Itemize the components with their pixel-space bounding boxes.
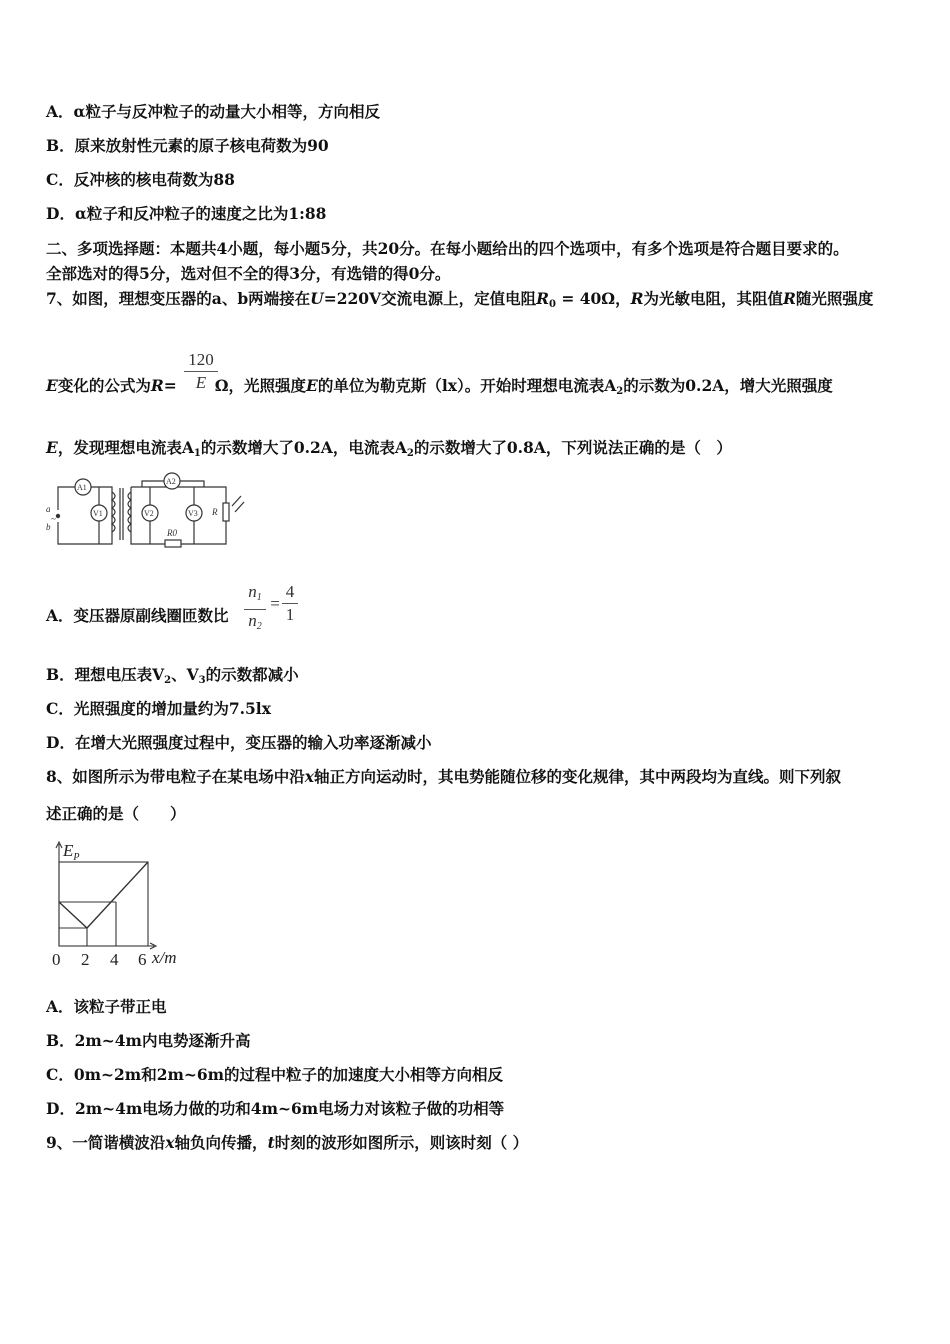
q7-equals-sign: = bbox=[270, 594, 280, 613]
q8-option-a: A．该粒子带正电 bbox=[46, 997, 167, 1016]
q8-stem-line2: 述正确的是（ ） bbox=[46, 804, 186, 823]
section2-heading-line2: 全部选对的得5分，选对但不全的得3分，有选错的得0分。 bbox=[46, 264, 451, 283]
ep-curve bbox=[59, 862, 148, 928]
ac-source-symbol: ~ bbox=[51, 514, 56, 524]
q6-option-d: D．α粒子和反冲粒子的速度之比为1:88 bbox=[46, 204, 327, 223]
voltmeter-v3-label: V3 bbox=[188, 509, 198, 518]
q7-stem-line2: E变化的公式为R= Ω，光照强度E的单位为勒克斯（lx）。开始时理想电流表$A_2$的示数为0.2A，增大光照强度 bbox=[46, 376, 833, 397]
resistor-r0-label: R0 bbox=[167, 528, 177, 538]
q8-stem-line1: 8、如图所示为带电粒子在某电场中沿x轴正方向运动时，其电势能随位移的变化规律，其中两段均为直线。则下列叙 bbox=[46, 767, 842, 786]
potential-energy-graph bbox=[46, 836, 191, 971]
q9-stem: 9、一简谐横波沿x轴负向传播，t时刻的波形如图所示，则该时刻（ ） bbox=[46, 1133, 529, 1152]
terminal-a-label: a bbox=[46, 504, 51, 514]
terminal-b-label: b bbox=[46, 522, 51, 532]
q7-option-b: B．理想电压表$V_2$、$V_3$的示数都减小 bbox=[46, 665, 299, 686]
x-axis-label: x/m bbox=[152, 948, 177, 967]
section2-heading-line1: 二、多项选择题：本题共4小题，每小题5分，共20分。在每小题给出的四个选项中，有多个选项是符合题目要求的。 bbox=[46, 239, 849, 258]
transformer-circuit-diagram bbox=[44, 470, 249, 550]
ammeter-a2-label: A2 bbox=[166, 477, 176, 486]
q7-option-c: C．光照强度的增加量约为7.5lx bbox=[46, 699, 271, 718]
tick-0: 0 bbox=[52, 950, 61, 969]
q7-option-a: A．变压器原副线圈匝数比 bbox=[46, 606, 229, 625]
q7-stem-line1: 7、如图，理想变压器的a、b两端接在U=220V交流电源上，定值电阻$R_0 = 40\Omega$，R为光敏电阻，其阻值R随光照强度 bbox=[46, 289, 874, 310]
photoresistor-r-label: R bbox=[212, 507, 218, 517]
q8-option-c: C．0m~2m和2m~6m的过程中粒子的加速度大小相等方向相反 bbox=[46, 1065, 504, 1084]
q7-option-d: D．在增大光照强度过程中，变压器的输入功率逐渐减小 bbox=[46, 733, 432, 752]
q6-option-b: B．原来放射性元素的原子核电荷数为90 bbox=[46, 136, 329, 155]
q7-fraction-120-over-e: $\frac{120}{E}$ bbox=[184, 349, 218, 394]
q7-turns-ratio-fraction: $\frac{n_1}{n_2}$ bbox=[244, 581, 266, 638]
voltmeter-v2-label: V2 bbox=[144, 509, 154, 518]
q8-option-b: B．2m~4m内电势逐渐升高 bbox=[46, 1031, 251, 1050]
q7-stem-line3: E，发现理想电流表$A_1$的示数增大了0.2A，电流表$A_2$的示数增大了0.8A，下列说法正确的是（ ） bbox=[46, 438, 732, 459]
q6-option-a: A．α粒子与反冲粒子的动量大小相等，方向相反 bbox=[46, 102, 380, 121]
voltmeter-v1-label: V1 bbox=[93, 509, 103, 518]
tick-2: 2 bbox=[81, 950, 90, 969]
ep-axis-label: $E_P$ bbox=[63, 841, 80, 863]
tick-4: 4 bbox=[110, 950, 119, 969]
q6-option-c: C．反冲核的核电荷数为88 bbox=[46, 170, 235, 189]
tick-6: 6 bbox=[138, 950, 147, 969]
q8-option-d: D．2m~4m电场力做的功和4m~6m电场力对该粒子做的功相等 bbox=[46, 1099, 505, 1118]
ammeter-a1-label: A1 bbox=[77, 483, 87, 492]
q7-ratio-4-over-1: $\frac{4}{1}$ bbox=[282, 581, 298, 626]
